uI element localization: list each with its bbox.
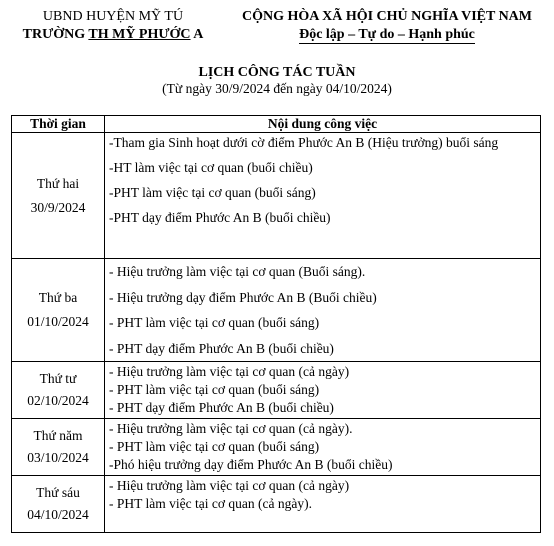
- tasks-cell: [105, 362, 541, 419]
- document-title: LỊCH CÔNG TÁC TUẦN: [198, 65, 356, 80]
- task-item: - Hiệu trưởng dạy điểm Phước An B (Buổi chiều): [109, 289, 377, 305]
- task-item: -Phó hiệu trưởng dạy điểm Phước An B (buổi chiều): [109, 457, 393, 472]
- table-row: [12, 419, 541, 476]
- table-row: [12, 476, 541, 533]
- task-item: - PHT làm việc tại cơ quan (buổi sáng): [109, 315, 320, 330]
- task-item: - Hiệu trưởng làm việc tại cơ quan (cả ngày): [109, 478, 350, 493]
- day-name: Thứ hai: [36, 175, 80, 191]
- table-header-row: [12, 116, 541, 133]
- tasks-cell: [105, 259, 541, 362]
- task-item: - PHT làm việc tại cơ quan (buổi sáng): [109, 382, 320, 397]
- column-header-content: Nội dung công việc: [105, 116, 541, 133]
- school-prefix: TRƯỜNG: [22, 27, 89, 42]
- nation-name: CỘNG HÒA XÃ HỘI CHỦ NGHĨA VIỆT NAM: [241, 9, 532, 24]
- day-name: Thứ năm: [33, 428, 83, 443]
- day-name: Thứ sáu: [36, 485, 80, 500]
- day-date: 02/10/2024: [27, 393, 89, 408]
- schedule-table: [11, 115, 541, 533]
- school-name-underlined: TH MỸ PHƯỚC: [88, 27, 191, 42]
- task-item: - PHT dạy điểm Phước An B (buổi chiều): [109, 340, 334, 356]
- tasks-cell: [105, 133, 541, 259]
- task-item: -PHT dạy điểm Phước An B (buổi chiều): [109, 210, 331, 225]
- task-item: - PHT làm việc tại cơ quan (buổi sáng): [109, 439, 320, 454]
- table-row: [12, 362, 541, 419]
- day-cell: [12, 362, 105, 419]
- task-item: - Hiệu trưởng làm việc tại cơ quan (Buổi sáng).: [109, 264, 366, 279]
- day-cell: [12, 259, 105, 362]
- task-item: -PHT làm việc tại cơ quan (buổi sáng): [109, 185, 316, 200]
- day-date: 03/10/2024: [27, 450, 89, 465]
- header-right: [226, 8, 548, 44]
- header-left: [8, 8, 218, 44]
- district-org: UBND HUYỆN MỸ TÚ: [42, 9, 184, 24]
- day-name: Thứ tư: [39, 371, 77, 386]
- day-name: Thứ ba: [38, 290, 78, 305]
- day-date: 30/9/2024: [30, 199, 86, 215]
- task-item: -HT làm việc tại cơ quan (buổi chiều): [109, 160, 313, 175]
- document-subtitle: (Từ ngày 30/9/2024 đến ngày 04/10/2024): [162, 81, 392, 96]
- column-header-time: Thời gian: [12, 116, 105, 133]
- table-row: [12, 133, 541, 259]
- tasks-cell: [105, 419, 541, 476]
- table-row: [12, 259, 541, 362]
- day-cell: [12, 133, 105, 259]
- day-date: 04/10/2024: [27, 507, 89, 522]
- task-item: - Hiệu trưởng làm việc tại cơ quan (cả ngày).: [109, 421, 353, 436]
- day-cell: [12, 476, 105, 533]
- day-cell: [12, 419, 105, 476]
- school-suffix: A: [190, 27, 204, 42]
- task-item: - PHT làm việc tại cơ quan (cả ngày).: [109, 496, 312, 511]
- day-date: 01/10/2024: [27, 314, 89, 329]
- tasks-cell: [105, 476, 541, 533]
- task-item: - PHT dạy điểm Phước An B (buổi chiều): [109, 400, 334, 415]
- school-name: [8, 26, 218, 44]
- task-item: - Hiệu trưởng làm việc tại cơ quan (cả ngày): [109, 364, 350, 379]
- task-item: -Tham gia Sinh hoạt dưới cờ điểm Phước An B (Hiệu trưởng) buổi sáng: [109, 135, 499, 150]
- national-motto: Độc lập – Tự do – Hạnh phúc: [299, 27, 475, 42]
